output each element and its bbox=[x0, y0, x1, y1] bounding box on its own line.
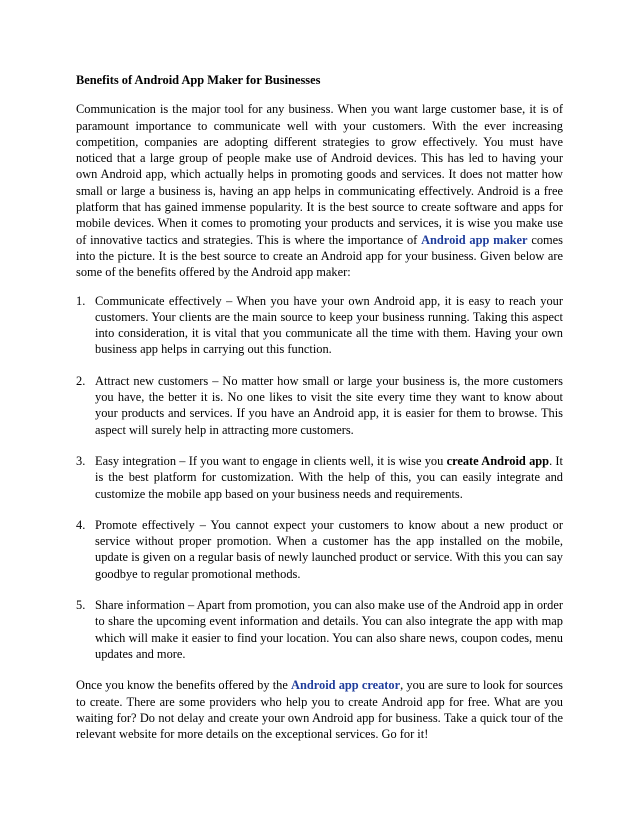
list-item-text: Share information – Apart from promotion, you can also make use of the Android app in order to share the upcoming event information and details. You can also integrate the app with map which will make it easier to find your location. You can also share news, coupon codes, menu updates and more. bbox=[95, 598, 563, 661]
list-item-text-after: . It is the best platform for customization. With the help of this, you can easily integrate and customize the mobile app based on your business needs and requirements. bbox=[95, 453, 564, 501]
list-item-number: 1. bbox=[76, 293, 86, 308]
intro-paragraph bbox=[76, 101, 563, 280]
document-page bbox=[76, 66, 563, 742]
list-item-text-before: Easy integration – If you want to engage in clients well, it is wise you bbox=[95, 453, 447, 468]
list-item bbox=[76, 597, 563, 662]
list-item-number: 4. bbox=[76, 517, 86, 532]
list-item-text: Attract new customers – No matter how small or large your business is, the more customers you have, the better it is. No one likes to visit the site every time they want to know about your products and services. If you have an Android app, it is easier for them to browse. This aspect will surely help in attracting more customers. bbox=[95, 373, 563, 437]
intro-text-after: comes into the picture. It is the best source to create an Android app for your business. Given below are some of the benefits offered by the Android app maker: bbox=[76, 232, 563, 280]
list-item bbox=[76, 517, 563, 582]
android-app-maker-link[interactable]: Android app maker bbox=[421, 232, 528, 247]
list-item-text: Communicate effectively – When you have your own Android app, it is easy to reach your customers. Your clients are the main source to keep your business running. Taking this aspect into consideration, it is vital that you communicate all the time with them. Having your own business app helps in carrying out this function. bbox=[95, 293, 563, 357]
android-app-creator-link[interactable]: Android app creator bbox=[291, 678, 401, 693]
list-item-number: 3. bbox=[76, 453, 86, 468]
list-item-text: Promote effectively – You cannot expect your customers to know about a new product or service without proper promotion. When a customer has the app installed on the mobile, update is given on a regular basis of newly launched product or service. With this you can say goodbye to regular promotional methods. bbox=[95, 517, 563, 581]
closing-text-before: Once you know the benefits offered by the bbox=[76, 678, 291, 693]
benefits-list bbox=[76, 293, 563, 663]
list-item bbox=[76, 293, 563, 358]
closing-text-after: , you are sure to look for sources to create. There are some providers who help you to create Android app for free. What are you waiting for? Do not delay and create your own Android app for business. Take a quick tour of the relevant website for more details on the exceptional services. Go for it! bbox=[76, 678, 564, 742]
intro-text-before: Communication is the major tool for any business. When you want large customer base, it is of paramount importance to communicate well with your customers. With the ever increasing competition, companies are adopting different strategies to grow effectively. You must have noticed that a large group of people make use of Android devices. This has led to having your own Android app, which actually helps in promoting goods and services. It does not matter how small or large a business is, having an app helps in communicating effectively. Android is a free platform that has gained immense popularity. It is the best source to create software and apps for mobile devices. When it comes to promoting your products and services, it is wise you make use of innovative tactics and strategies. This is where the importance of bbox=[76, 102, 563, 247]
list-item-number: 5. bbox=[76, 598, 86, 613]
list-item-number: 2. bbox=[76, 373, 86, 388]
closing-paragraph bbox=[76, 677, 563, 742]
document-title: Benefits of Android App Maker for Businesses bbox=[76, 73, 321, 87]
list-item bbox=[76, 453, 563, 502]
create-android-app-emphasis: create Android app bbox=[446, 453, 550, 468]
list-item bbox=[76, 373, 563, 438]
